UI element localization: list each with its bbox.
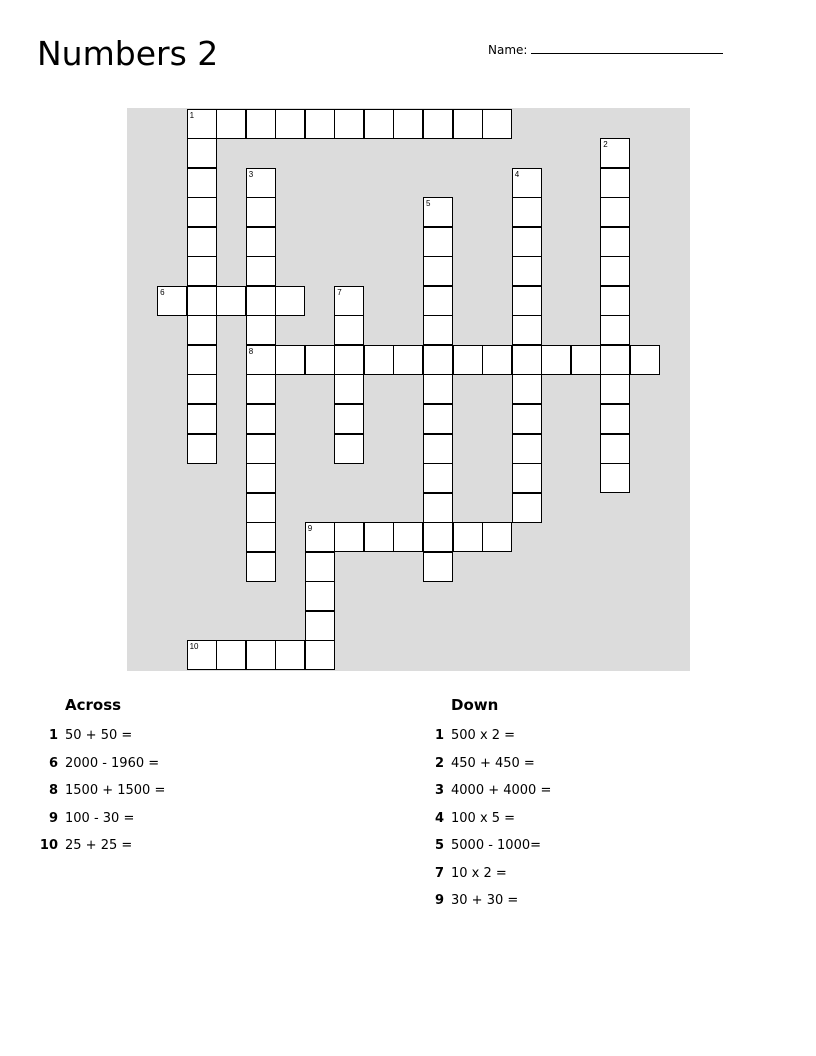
grid-cell[interactable]: [600, 197, 630, 227]
grid-cell[interactable]: [364, 522, 394, 552]
down-clue: [423, 893, 753, 921]
name-field[interactable]: [488, 42, 723, 58]
grid-cell[interactable]: [275, 345, 305, 375]
grid-cell[interactable]: [305, 522, 335, 552]
grid-cell[interactable]: [600, 138, 630, 168]
grid-cell[interactable]: [334, 404, 364, 434]
clue-text: 50 + 50 =: [65, 728, 133, 743]
grid-cell[interactable]: [246, 493, 276, 523]
grid-cell[interactable]: [364, 345, 394, 375]
grid-cell[interactable]: [187, 168, 217, 198]
grid-cell[interactable]: [600, 434, 630, 464]
grid-cell[interactable]: [423, 404, 453, 434]
grid-cell[interactable]: [216, 640, 246, 670]
cell-number: 2: [603, 140, 608, 150]
grid-cell[interactable]: [187, 640, 217, 670]
grid-cell[interactable]: [187, 227, 217, 257]
cell-number: 7: [337, 287, 342, 297]
grid-cell[interactable]: [246, 522, 276, 552]
grid-cell[interactable]: [246, 315, 276, 345]
grid-cell[interactable]: [246, 168, 276, 198]
name-blank-line[interactable]: [531, 42, 723, 54]
down-clue: [423, 811, 753, 839]
cell-number: 3: [248, 169, 254, 179]
cell-number: 6: [160, 287, 165, 297]
grid-cell[interactable]: [423, 315, 453, 345]
grid-cell[interactable]: [600, 227, 630, 257]
grid-cell[interactable]: [246, 404, 276, 434]
grid-cell[interactable]: [187, 286, 217, 316]
grid-cell[interactable]: [512, 434, 542, 464]
grid-cell[interactable]: [600, 256, 630, 286]
grid-cell[interactable]: [187, 256, 217, 286]
across-clue-list: [37, 728, 367, 866]
down-heading: Down: [451, 696, 499, 714]
across-clue: [37, 728, 367, 756]
clue-text: 500 x 2 =: [451, 728, 516, 743]
grid-cell[interactable]: [305, 552, 335, 582]
clue-text: 100 - 30 =: [65, 810, 135, 826]
clue-number: 1: [48, 728, 58, 743]
grid-cell[interactable]: [512, 227, 542, 257]
grid-cell[interactable]: [482, 345, 512, 375]
down-clue: [423, 756, 753, 784]
grid-cell[interactable]: [246, 640, 276, 670]
grid-cell[interactable]: [512, 345, 542, 375]
grid-cell[interactable]: [512, 404, 542, 434]
grid-cell[interactable]: [512, 463, 542, 493]
grid-cell[interactable]: [187, 374, 217, 404]
grid-cell[interactable]: [246, 227, 276, 257]
clue-number: 1: [434, 728, 444, 743]
grid-cell[interactable]: [453, 109, 483, 139]
down-clue: [423, 838, 753, 866]
clue-number: 3: [434, 783, 444, 798]
grid-cell[interactable]: [423, 374, 453, 404]
clue-text: 2000 - 1960 =: [65, 755, 160, 771]
grid-cell[interactable]: [187, 315, 217, 345]
grid-cell[interactable]: [246, 374, 276, 404]
down-clue: [423, 783, 753, 811]
grid-cell[interactable]: [334, 374, 364, 404]
grid-cell[interactable]: [512, 315, 542, 345]
clue-number: 8: [48, 783, 58, 798]
grid-cell[interactable]: [600, 345, 630, 375]
grid-cell[interactable]: [600, 315, 630, 345]
grid-cell[interactable]: [187, 345, 217, 375]
grid-cell[interactable]: [423, 463, 453, 493]
grid-cell[interactable]: [453, 345, 483, 375]
grid-cell[interactable]: [246, 434, 276, 464]
grid-cell[interactable]: [571, 345, 601, 375]
grid-cell[interactable]: [275, 109, 305, 139]
grid-cell[interactable]: [305, 581, 335, 611]
grid-cell[interactable]: [246, 286, 276, 316]
clue-number: 5: [434, 838, 444, 853]
grid-cell[interactable]: [187, 109, 217, 139]
across-heading: Across: [65, 696, 122, 714]
cell-number: 4: [514, 169, 520, 179]
grid-cell[interactable]: [423, 109, 453, 139]
grid-cell[interactable]: [423, 197, 453, 227]
grid-cell[interactable]: [157, 286, 187, 316]
across-clue: [37, 783, 367, 811]
clue-number: 10: [39, 838, 58, 853]
grid-cell[interactable]: [600, 168, 630, 198]
clue-text: 10 x 2 =: [451, 865, 507, 881]
grid-cell[interactable]: [482, 522, 512, 552]
grid-cell[interactable]: [423, 522, 453, 552]
down-clue: [423, 866, 753, 894]
clue-text: 25 + 25 =: [65, 838, 133, 853]
across-clue: [37, 756, 367, 784]
grid-cell[interactable]: [246, 256, 276, 286]
grid-cell[interactable]: [275, 640, 305, 670]
grid-cell[interactable]: [600, 463, 630, 493]
grid-cell[interactable]: [364, 109, 394, 139]
clue-number: 9: [434, 893, 444, 908]
clue-number: 9: [48, 810, 58, 826]
cell-number: 5: [426, 199, 431, 209]
grid-cell[interactable]: [246, 552, 276, 582]
clue-text: 1500 + 1500 =: [65, 783, 166, 798]
grid-cell[interactable]: [216, 286, 246, 316]
grid-cell[interactable]: [187, 138, 217, 168]
grid-cell[interactable]: [423, 227, 453, 257]
grid-cell[interactable]: [423, 434, 453, 464]
grid-cell[interactable]: [512, 374, 542, 404]
grid-cell[interactable]: [512, 286, 542, 316]
grid-cell[interactable]: [512, 197, 542, 227]
down-clue-list: [423, 728, 753, 921]
grid-cell[interactable]: [216, 109, 246, 139]
grid-cell[interactable]: [630, 345, 660, 375]
grid-cell[interactable]: [600, 404, 630, 434]
grid-cell[interactable]: [423, 493, 453, 523]
grid-cell[interactable]: [393, 522, 423, 552]
grid-cell[interactable]: [246, 109, 276, 139]
grid-cell[interactable]: [334, 315, 364, 345]
grid-cell[interactable]: [187, 404, 217, 434]
page-title: Numbers 2: [37, 34, 219, 73]
grid-cell[interactable]: [187, 197, 217, 227]
grid-cell[interactable]: [482, 109, 512, 139]
grid-cell[interactable]: [423, 552, 453, 582]
clue-number: 6: [48, 755, 58, 771]
cell-number: 9: [307, 524, 313, 534]
grid-cell[interactable]: [187, 434, 217, 464]
grid-cell[interactable]: [541, 345, 571, 375]
clue-number: 2: [434, 755, 444, 771]
clue-number: 4: [434, 810, 444, 826]
grid-cell[interactable]: [423, 256, 453, 286]
grid-cell[interactable]: [334, 109, 364, 139]
grid-cell[interactable]: [423, 345, 453, 375]
clue-text: 5000 - 1000=: [451, 838, 542, 853]
grid-cell[interactable]: [334, 286, 364, 316]
grid-cell[interactable]: [393, 345, 423, 375]
grid-cell[interactable]: [246, 463, 276, 493]
across-clue: [37, 811, 367, 839]
grid-cell[interactable]: [453, 522, 483, 552]
grid-cell[interactable]: [600, 374, 630, 404]
grid-cell[interactable]: [275, 286, 305, 316]
grid-cell[interactable]: [305, 611, 335, 641]
crossword-grid: [127, 108, 690, 671]
clue-text: 4000 + 4000 =: [451, 783, 552, 798]
grid-cell[interactable]: [512, 168, 542, 198]
cell-number: 8: [248, 346, 254, 356]
clue-text: 30 + 30 =: [451, 893, 519, 908]
grid-cell[interactable]: [393, 109, 423, 139]
clue-text: 100 x 5 =: [451, 810, 516, 826]
grid-cell[interactable]: [334, 434, 364, 464]
grid-cell[interactable]: [305, 345, 335, 375]
grid-cell[interactable]: [512, 256, 542, 286]
clue-number: 7: [434, 865, 444, 881]
cell-number: 10: [189, 642, 199, 652]
grid-cell[interactable]: [600, 286, 630, 316]
grid-cell[interactable]: [512, 493, 542, 523]
grid-cell[interactable]: [334, 522, 364, 552]
name-label: Name:: [488, 43, 528, 57]
grid-cell[interactable]: [305, 640, 335, 670]
grid-cell[interactable]: [246, 197, 276, 227]
grid-cell[interactable]: [334, 345, 364, 375]
down-clue: [423, 728, 753, 756]
grid-cell[interactable]: [423, 286, 453, 316]
cell-number: 1: [189, 110, 195, 120]
across-clue: [37, 838, 367, 866]
grid-cell[interactable]: [305, 109, 335, 139]
clue-text: 450 + 450 =: [451, 755, 535, 771]
grid-cell[interactable]: [246, 345, 276, 375]
